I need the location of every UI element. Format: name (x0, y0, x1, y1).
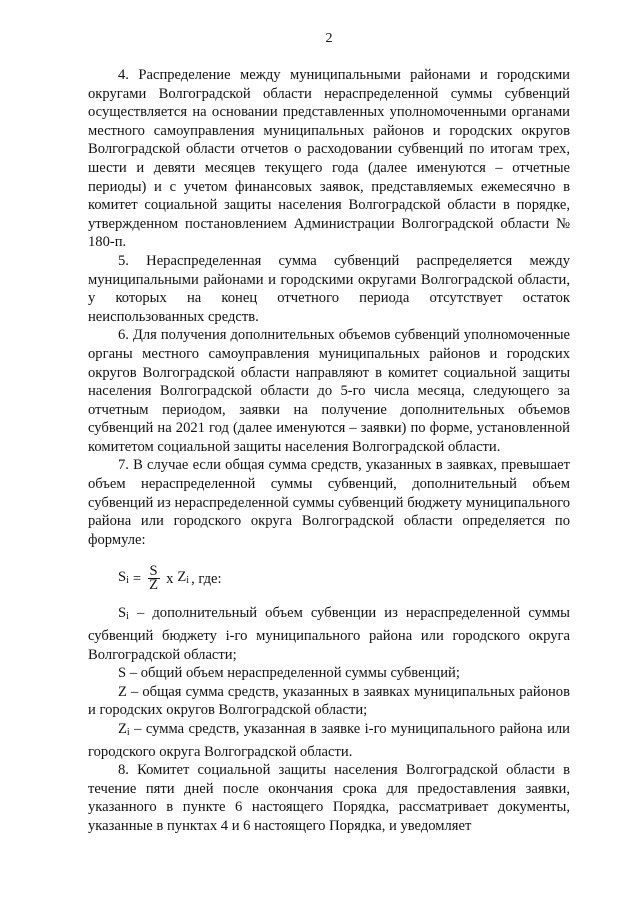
page-number: 2 (325, 31, 333, 46)
definition-zi (88, 720, 570, 761)
paragraph-6: 6. Для получения дополнительных объемов субвенций уполномоченные органы местного самоуправления муниципальных районов и городских округов Волгоградской области направляют в комитет социальной защиты населения Волгоградской области до 5-го числа месяца, следующего за отчетным периодом, заявки на получение дополнительных объемов субвенций на 2021 год (далее именуются – заявки) по форме, установленной комитетом социальной защиты населения Волгоградской области. (88, 327, 570, 455)
formula-rhs-sub: i (186, 574, 190, 586)
formula-rhs (177, 568, 189, 591)
formula-denominator: Z (149, 577, 159, 594)
formula-tail: , где: (191, 570, 222, 587)
formula-lhs (118, 568, 129, 591)
formula-equals: = (132, 570, 142, 587)
definition-s: S – общий объем нераспределенной суммы субвенций; (118, 665, 460, 682)
definition-si (88, 604, 570, 664)
definition-si-var: S (118, 605, 127, 622)
formula-rhs-var: Z (177, 568, 187, 585)
paragraph-8: 8. Комитет социальной защиты населения Волгоградской области в течение пяти дней после окончания срока для предоставления заявки, указанного в пункте 6 настоящего Порядка, рассматривает документы, указанные в пунктах 4 и 6 настоящего Порядка, и уведомляет (88, 762, 570, 834)
formula-fraction (147, 565, 160, 592)
formula-lhs-var: S (118, 568, 127, 585)
document-page (88, 30, 570, 836)
definition-zi-sub: i (126, 727, 130, 738)
formula-times: x (166, 570, 174, 587)
definition-zi-text: – сумма средств, указанная в заявке i-го муниципального района или городского округа Волгоградской области. (88, 721, 570, 760)
definition-z: Z – общая сумма средств, указанных в заявках муниципальных районов и городских округов Волгоградской области; (88, 683, 570, 719)
formula-lhs-sub: i (126, 574, 129, 586)
paragraph-4: 4. Распределение между муниципальными районами и городскими округами Волгоградской области нераспределенной суммы субвенций осуществляется на основании представленных уполномоченными органами местного самоуправления муниципальных районов и городских округов Волгоградской области отчетов о расходовании субвенций по итогам трех, шести и девяти месяцев текущего года (далее именуются – отчетные периоды) и с учетом финансовых заявок, представляемых ежемесячно в комитет социальной защиты населения Волгоградской области в порядке, утвержденном постановлением Администрации Волгоградской области № 180-п. (88, 67, 570, 251)
definition-zi-var: Z (118, 721, 127, 737)
definition-si-sub: i (126, 611, 129, 623)
paragraph-5: 5. Нераспределенная сумма субвенций распределяется между муниципальными районами и городскими округами Волгоградской области, у которых на конец отчетного периода отсутствует остаток неиспользованных средств. (88, 252, 570, 325)
paragraph-7: 7. В случае если общая сумма средств, указанных в заявках, превышает объем нераспределенной суммы субвенций, дополнительный объем субвенций из нераспределенной суммы субвенций бюджету муниципального района или городского округа Волгоградской области определяется по формуле: (88, 457, 570, 548)
formula-numerator: S (149, 563, 158, 580)
definition-si-text: – дополнительный объем субвенции из нераспределенной суммы субвенций бюджету i-го муниципального района или городского округа Волгоградской области; (88, 605, 570, 663)
formula (118, 565, 570, 592)
